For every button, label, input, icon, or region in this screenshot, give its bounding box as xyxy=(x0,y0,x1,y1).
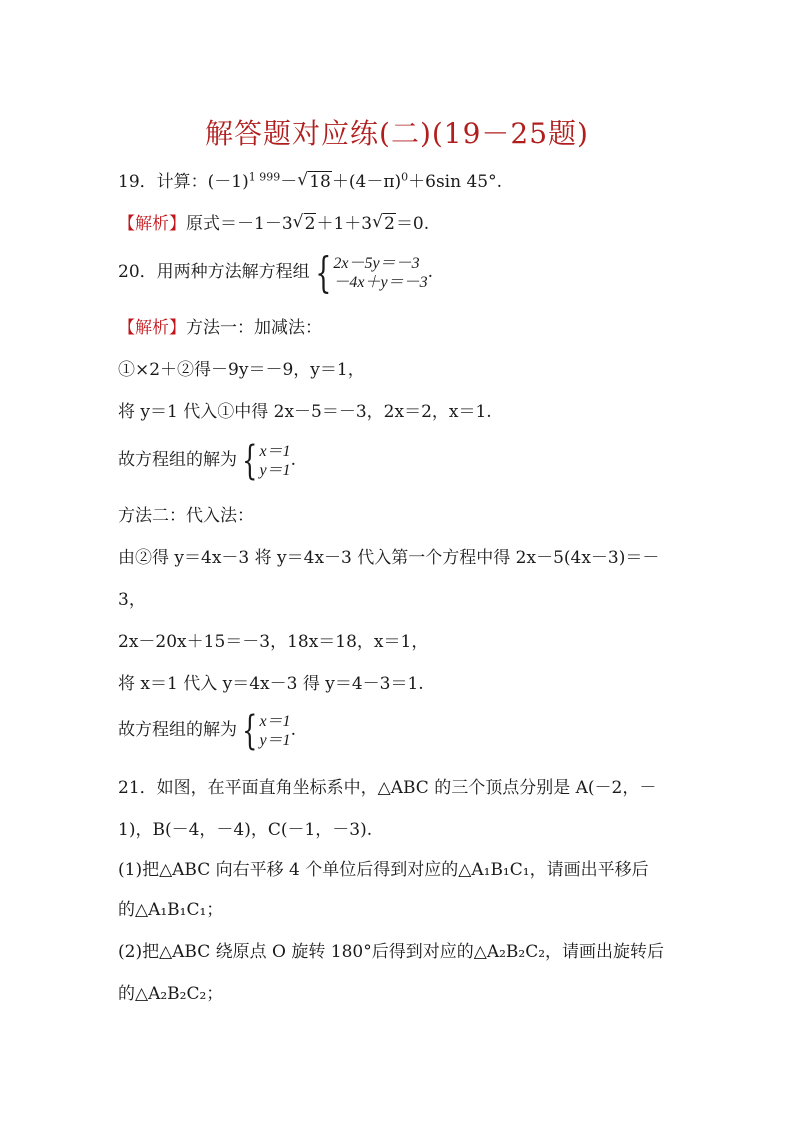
question-number: 21 xyxy=(118,778,140,798)
page-title: 解答题对应练(二)(19－25题) xyxy=(205,117,589,150)
answer-20-solution: 故方程组的解为 { x＝1 y＝1 . xyxy=(118,437,296,484)
answer-20-line: 将 x＝1 代入 y＝4x－3 得 y＝4－3＝1. xyxy=(118,674,424,694)
question-21-part1: 的△A₁B₁C₁； xyxy=(118,900,224,920)
solution-system: { x＝1 y＝1 xyxy=(242,707,291,754)
question-21-part2: (2)把△ABC 绕原点 O 旋转 180°后得到对应的△A₂B₂C₂，请画出旋转后 xyxy=(118,942,665,962)
answer-20-line: 由②得 y＝4x－3 将 y＝4x－3 代入第一个方程中得 2x－5(4x－3)＝－ xyxy=(118,548,660,568)
question-21: 21．如图，在平面直角坐标系中，△ABC 的三个顶点分别是 A(－2，－ xyxy=(118,778,657,798)
sqrt-symbol: √ 2 xyxy=(372,212,396,236)
answer-20-line: 将 y＝1 代入①中得 2x－5＝－3，2x＝2，x＝1. xyxy=(118,402,492,422)
question-21-line: 1)，B(－4，－4)，C(－1，－3). xyxy=(118,820,373,840)
analysis-tag: 【解析】 xyxy=(118,214,186,234)
answer-20-method2-title: 方法二：代入法： xyxy=(118,506,254,526)
question-20: 20．用两种方法解方程组 { 2x－5y＝－3 －4x＋y＝－3 . xyxy=(118,247,433,297)
answer-20-line: 3， xyxy=(118,590,146,610)
equation-system: { 2x－5y＝－3 －4x＋y＝－3 xyxy=(314,247,428,297)
answer-19: 【解析】原式＝－1－3√ 2＋1＋3√ 2＝0. xyxy=(118,212,429,236)
question-number: 19 xyxy=(118,172,140,192)
sqrt-symbol: √ 2 xyxy=(293,212,317,236)
question-19: 19．计算：$(-1)^{1 999}-√$ $18+(4-\pi)^0+6\sin$ 45°. xyxy=(118,170,502,194)
question-21-part2: 的△A₂B₂C₂； xyxy=(118,984,224,1004)
sqrt-symbol: √ 18 xyxy=(297,170,332,194)
answer-20-line: 2x－20x＋15＝－3，18x＝18，x＝1， xyxy=(118,632,429,652)
answer-20-solution: 故方程组的解为 { x＝1 y＝1 . xyxy=(118,707,296,754)
analysis-tag: 【解析】 xyxy=(118,318,186,338)
answer-20-line: ①×2＋②得－9y＝－9，y＝1， xyxy=(118,360,365,380)
answer-20-method1-title: 【解析】方法一：加减法： xyxy=(118,318,322,338)
solution-system: { x＝1 y＝1 xyxy=(242,437,291,484)
question-21-part1: (1)把△ABC 向右平移 4 个单位后得到对应的△A₁B₁C₁，请画出平移后 xyxy=(118,860,649,880)
question-number: 20 xyxy=(118,262,140,282)
